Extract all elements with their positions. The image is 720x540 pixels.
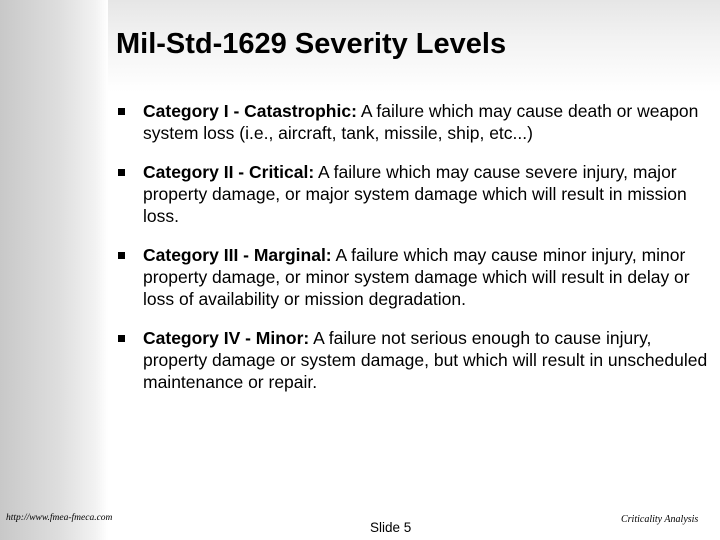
bullet-list [118,100,708,410]
square-bullet-icon [118,335,125,342]
category-heading: Category I - Catastrophic: [143,101,357,121]
bullet-item-category-3 [118,244,708,310]
category-description: A failure which may cause minor injury, minor property damage, or minor system damage which will result in delay or loss of availability or mission degradation. [143,245,690,309]
category-heading: Category III - Marginal: [143,245,332,265]
square-bullet-icon [118,108,125,115]
slide-number: Slide 5 [370,520,412,535]
square-bullet-icon [118,252,125,259]
category-description: A failure which may cause death or weapon system loss (i.e., aircraft, tank, missile, ship, etc...) [143,101,699,143]
square-bullet-icon [118,169,125,176]
bullet-item-category-4 [118,327,708,393]
category-heading: Category IV - Minor: [143,328,310,348]
footer-section-title: Criticality Analysis [621,514,699,525]
slide-title: Mil-Std-1629 Severity Levels [116,28,507,60]
category-description: A failure not serious enough to cause injury, property damage or system damage, but which will result in unscheduled maintenance or repair. [143,328,708,392]
bullet-text [143,244,708,310]
category-description: A failure which may cause severe injury, major property damage, or major system damage which will result in mission loss. [143,162,687,226]
side-gradient-panel [0,0,108,540]
bullet-text [143,327,708,393]
category-heading: Category II - Critical: [143,162,315,182]
footer-url: http://www.fmea-fmeca.com [6,513,113,523]
bullet-item-category-1 [118,100,708,144]
bullet-text [143,100,708,144]
bullet-text [143,161,708,227]
bullet-item-category-2 [118,161,708,227]
